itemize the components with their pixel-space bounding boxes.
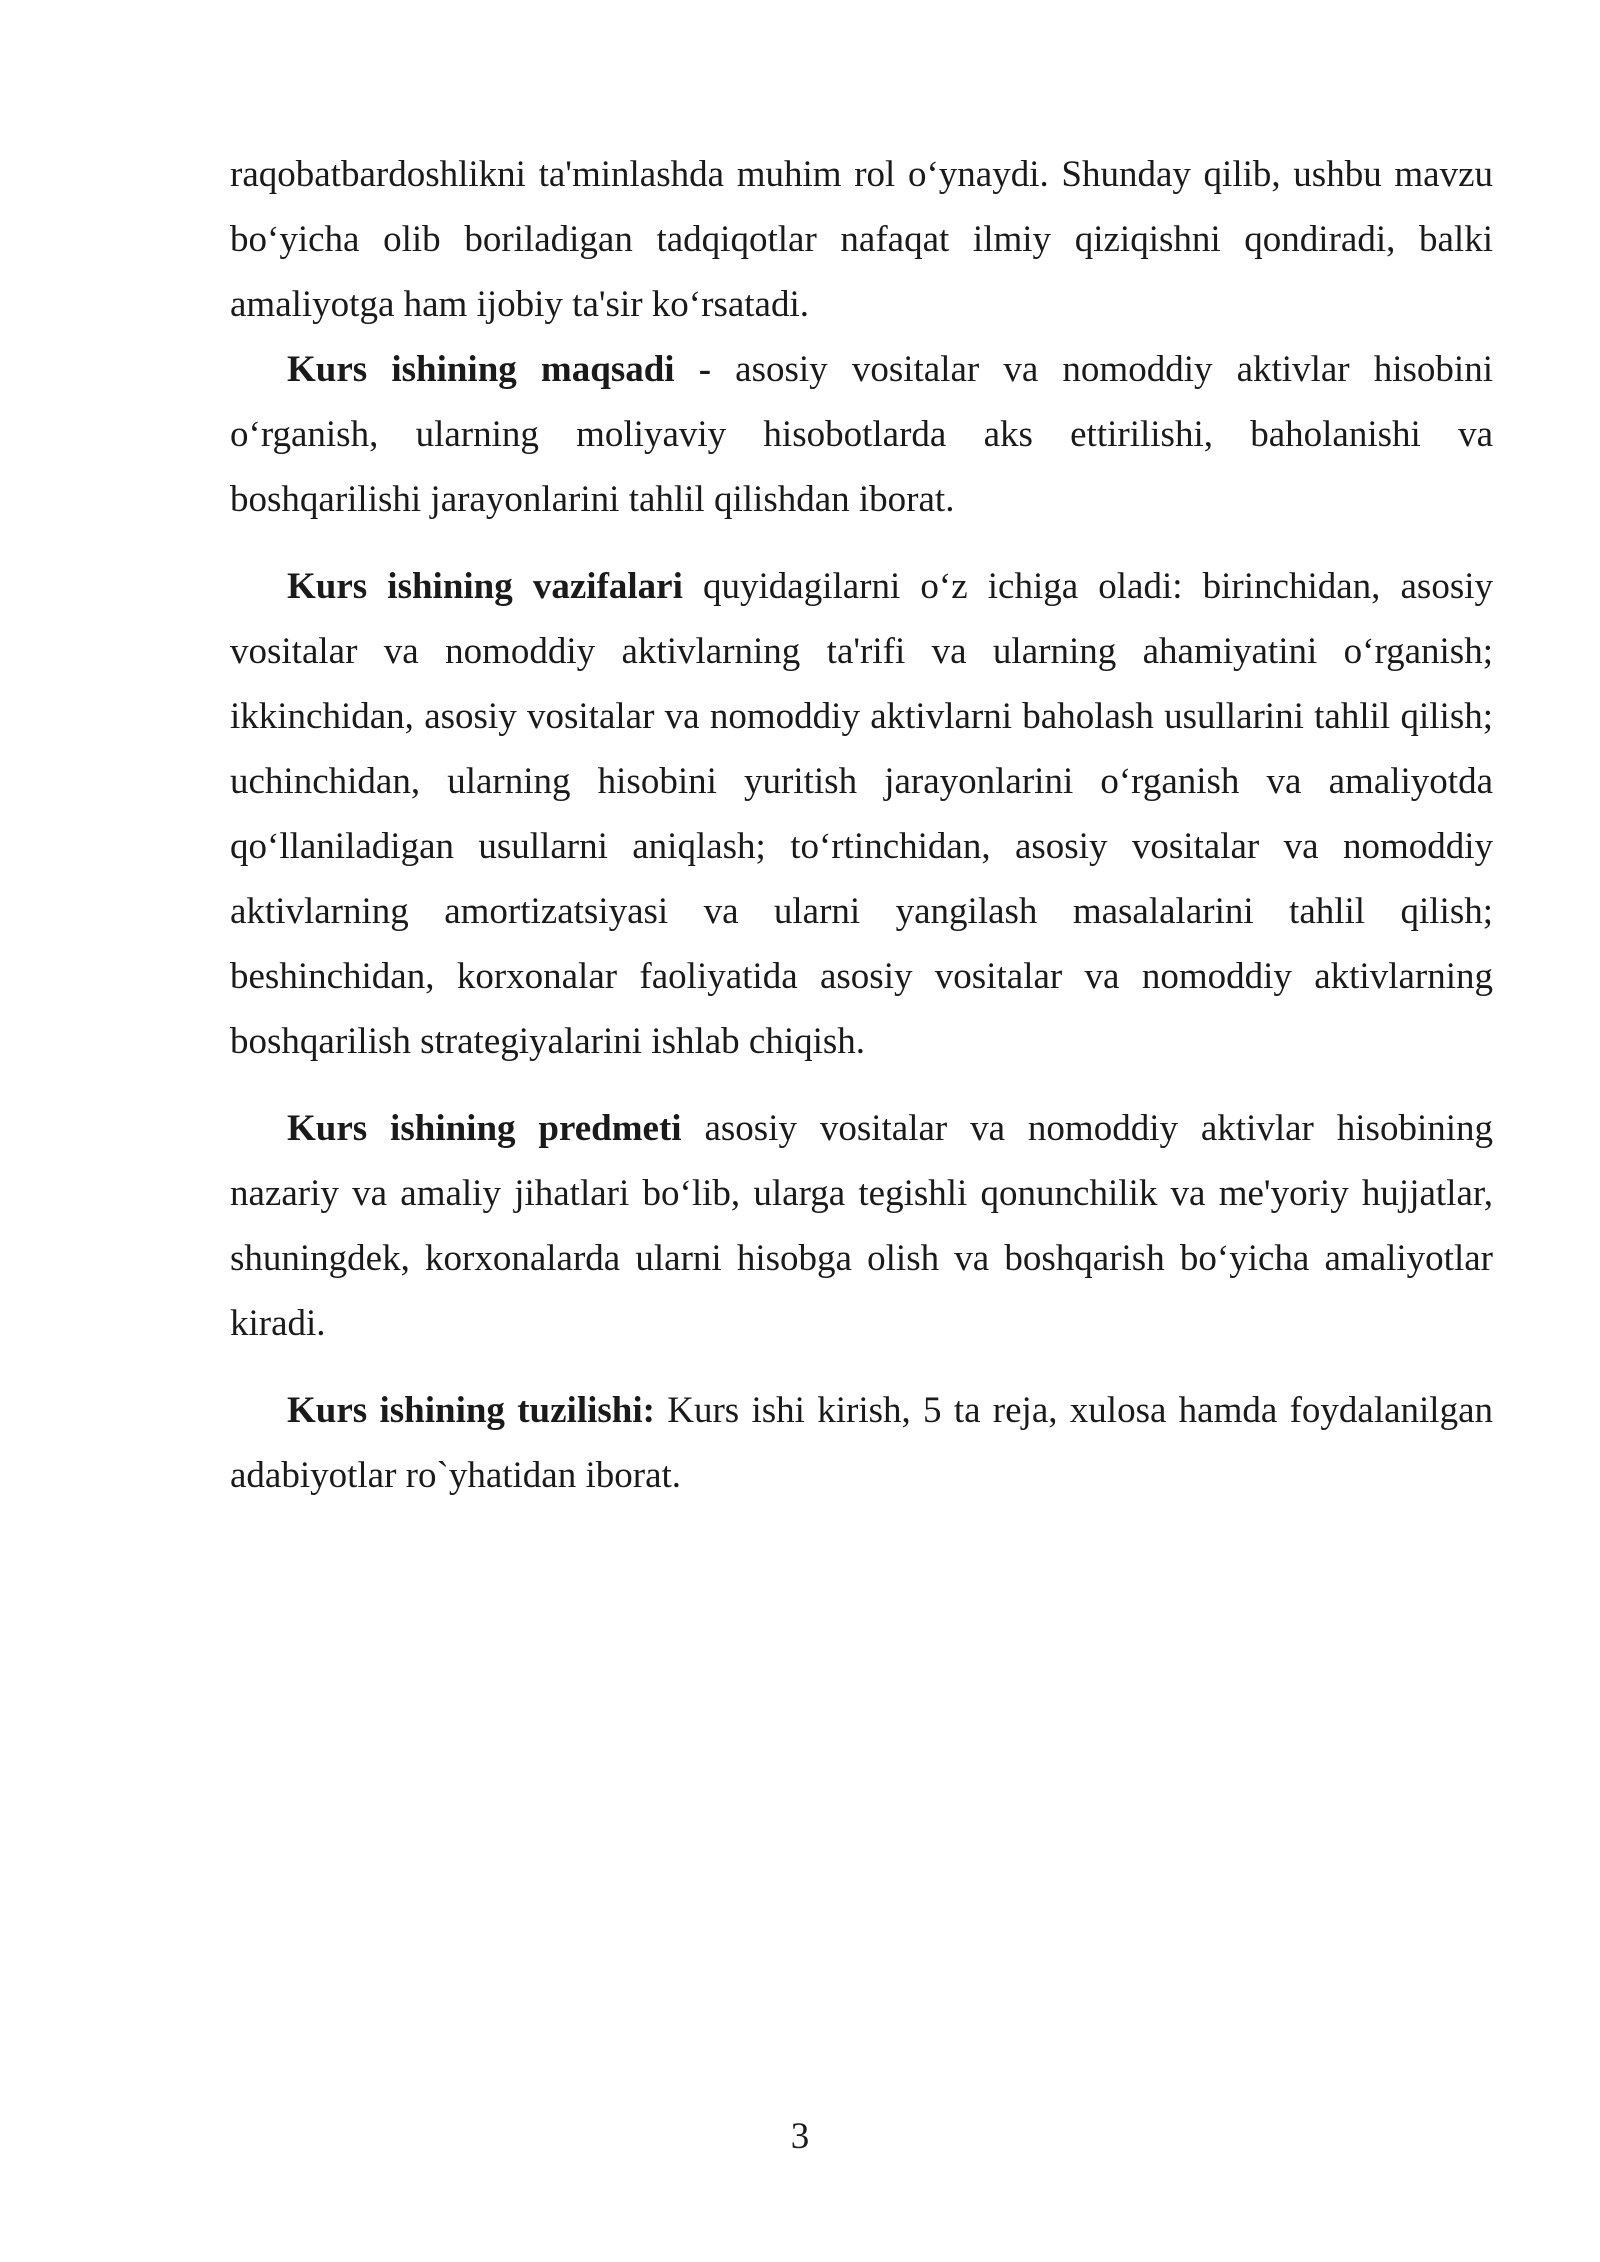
paragraph-goal (230, 337, 1493, 532)
page-number: 3 (790, 2116, 810, 2157)
page-body (230, 142, 1493, 1508)
paragraph-tasks (230, 554, 1493, 1074)
paragraph-subject-heading: Kurs ishining predmeti (287, 1108, 682, 1149)
paragraph-structure-heading: Kurs ishining tuzilishi: (287, 1390, 655, 1431)
paragraph-tasks-text: quyidagilarni o‘z ichiga oladi: birinchidan, asosiy vositalar va nomoddiy aktivlarning ta'rifi va ularning ahamiyatini o‘rganish; ikkinchidan, asosiy vositalar va nomoddiy aktivlarni baholash usullarini tahlil qilish; uchinchidan, ularning hisobini yuritish jarayonlarini o‘rganish va amaliyotda qo‘llaniladigan usullarni aniqlash; to‘rtinchidan, asosiy vositalar va nomoddiy aktivlarning amortizatsiyasi va ularni yangilash masalalarini tahlil qilish; beshinchidan, korxonalar faoliyatida asosiy vositalar va nomoddiy aktivlarning boshqarilish strategiyalarini ishlab chiqish. (230, 566, 1494, 1062)
paragraph-structure (230, 1378, 1493, 1508)
paragraph-structure-text: Kurs ishi kirish, 5 ta reja, xulosa hamda foydalanilgan adabiyotlar ro`yhatidan iborat. (230, 1390, 1494, 1496)
paragraph-goal-text: asosiy vositalar va nomoddiy aktivlar hisobini o‘rganish, ularning moliyaviy hisobotlarda aks ettirilishi, baholanishi va boshqarilishi jarayonlarini tahlil qilishdan iborat. (230, 349, 1493, 520)
paragraph-intro-text: raqobatbardoshlikni ta'minlashda muhim rol o‘ynaydi. Shunday qilib, ushbu mavzu bo‘yicha olib boriladigan tadqiqotlar nafaqat ilmiy qiziqishni qondiradi, balki amaliyotga ham ijobiy ta'sir ko‘rsatadi. (230, 154, 1493, 325)
paragraph-tasks-heading: Kurs ishining vazifalari (287, 566, 683, 607)
paragraph-goal-heading: Kurs ishining maqsadi - (287, 349, 712, 390)
paragraph-subject-text: asosiy vositalar va nomoddiy aktivlar hisobining nazariy va amaliy jihatlari bo‘lib, ularga tegishli qonunchilik va me'yoriy hujjatlar, shuningdek, korxonalarda ularni hisobga olish va boshqarish bo‘yicha amaliyotlar kiradi. (230, 1108, 1493, 1344)
paragraph-intro-continuation (230, 142, 1493, 337)
paragraph-subject (230, 1096, 1493, 1356)
